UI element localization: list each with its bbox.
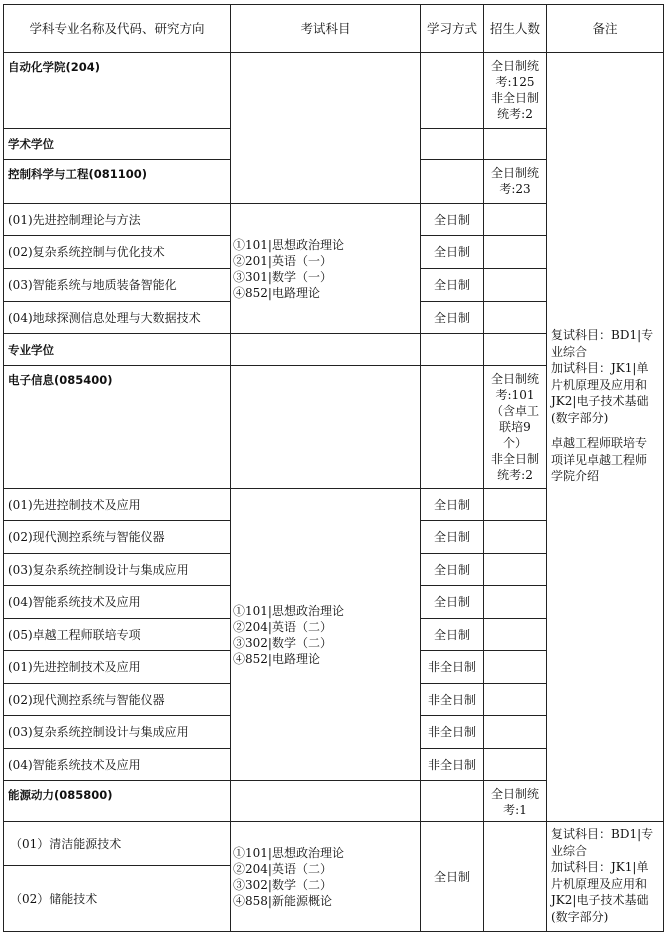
exam-line: ①101|思想政治理论 <box>233 603 344 618</box>
electronic-quota-line: 个） <box>502 436 527 450</box>
exam-line: ①101|思想政治理论 <box>233 237 344 252</box>
energy-quota-line: 考:1 <box>503 803 527 817</box>
control-name: 控制科学与工程(081100) <box>4 160 231 204</box>
empty-cell <box>231 781 421 822</box>
exam-line: ③302|数学（二） <box>233 877 332 892</box>
header-enrollment: 招生人数 <box>484 5 547 53</box>
empty-cell <box>421 160 484 204</box>
remarks-line: 复试科目：BD1|专 <box>551 827 654 841</box>
electronic-quota-line: 考:101 <box>495 388 535 402</box>
direction-label: （02）储能技术 <box>4 866 231 932</box>
direction-label: (04)智能系统技术及应用 <box>4 749 231 781</box>
electronic-quota <box>484 366 547 489</box>
school-quota <box>484 53 547 129</box>
energy-exam-cell <box>231 822 421 932</box>
school-mode-cell <box>421 53 484 129</box>
exam-line: ④852|电路理论 <box>233 651 320 666</box>
remarks-cell <box>547 53 664 822</box>
remarks-line: JK2|电子技术基础 <box>551 893 649 907</box>
control-quota <box>484 160 547 204</box>
empty-cell <box>484 334 547 366</box>
exam-line: ③301|数学（一） <box>233 269 332 284</box>
study-mode: 全日制 <box>421 822 484 932</box>
control-quota-line: 全日制统 <box>490 166 539 180</box>
school-exam-cell <box>231 53 421 204</box>
energy-quota <box>484 781 547 822</box>
header-discipline: 学科专业名称及代码、研究方向 <box>4 5 231 53</box>
empty-cell <box>421 366 484 489</box>
empty-cell <box>484 651 547 684</box>
empty-cell <box>484 269 547 302</box>
study-mode: 非全日制 <box>421 716 484 749</box>
school-quota-line: 全日制统 <box>490 59 539 73</box>
empty-cell <box>421 129 484 160</box>
header-remarks: 备注 <box>547 5 664 53</box>
direction-label: (01)先进控制技术及应用 <box>4 489 231 521</box>
remarks-line: (数字部分) <box>551 909 609 924</box>
study-mode: 全日制 <box>421 554 484 586</box>
exam-line: ④858|新能源概论 <box>233 893 332 908</box>
remarks-line: 片机原理及应用和 <box>551 876 648 891</box>
exam-line: ①101|思想政治理论 <box>233 845 344 860</box>
exam-line: ④852|电路理论 <box>233 285 320 300</box>
electronic-name: 电子信息(085400) <box>4 366 231 489</box>
empty-cell <box>421 334 484 366</box>
empty-cell <box>231 366 421 489</box>
school-name: 自动化学院(204) <box>4 53 231 129</box>
control-exam-cell <box>231 204 421 334</box>
remarks-line: (数字部分) <box>551 410 609 425</box>
direction-label: (02)现代测控系统与智能仪器 <box>4 684 231 716</box>
energy-name: 能源动力(085800) <box>4 781 231 822</box>
empty-cell <box>484 684 547 716</box>
electronic-quota-line: （含卓工 <box>490 404 539 418</box>
empty-cell <box>484 554 547 586</box>
remarks-line: 加试科目：JK1|单 <box>551 361 649 375</box>
electronic-quota-line: 联培9 <box>499 420 531 434</box>
empty-cell <box>484 521 547 554</box>
professional-label: 专业学位 <box>4 334 231 366</box>
empty-cell <box>484 204 547 236</box>
empty-cell <box>231 334 421 366</box>
study-mode: 非全日制 <box>421 749 484 781</box>
remarks-line: 业综合 <box>551 843 588 858</box>
direction-label: (02)复杂系统控制与优化技术 <box>4 236 231 269</box>
remarks-line: 项详见卓越工程师 <box>551 452 648 467</box>
study-mode: 非全日制 <box>421 684 484 716</box>
study-mode: 全日制 <box>421 236 484 269</box>
exam-line: ②204|英语（二） <box>233 619 332 634</box>
exam-line: ②201|英语（一） <box>233 253 332 268</box>
empty-cell <box>421 781 484 822</box>
remarks-line: 卓越工程师联培专 <box>551 436 648 450</box>
admissions-table <box>3 4 664 932</box>
empty-cell <box>484 619 547 651</box>
study-mode: 非全日制 <box>421 651 484 684</box>
study-mode: 全日制 <box>421 521 484 554</box>
empty-cell <box>484 822 547 932</box>
study-mode: 全日制 <box>421 619 484 651</box>
direction-label: (03)复杂系统控制设计与集成应用 <box>4 554 231 586</box>
school-quota-line: 考:125 <box>495 75 535 89</box>
school-quota-line: 统考:2 <box>497 107 533 121</box>
direction-label: (05)卓越工程师联培专项 <box>4 619 231 651</box>
study-mode: 全日制 <box>421 269 484 302</box>
study-mode: 全日制 <box>421 302 484 334</box>
study-mode: 全日制 <box>421 586 484 619</box>
school-quota-line: 非全日制 <box>490 91 539 105</box>
header-study-mode: 学习方式 <box>421 5 484 53</box>
empty-cell <box>484 489 547 521</box>
exam-line: ③302|数学（二） <box>233 635 332 650</box>
direction-label: (01)先进控制理论与方法 <box>4 204 231 236</box>
study-mode: 全日制 <box>421 204 484 236</box>
empty-cell <box>484 129 547 160</box>
empty-cell <box>484 586 547 619</box>
remarks-line: 学院介绍 <box>551 469 600 483</box>
empty-cell <box>484 716 547 749</box>
energy-remarks-cell <box>547 822 664 932</box>
empty-cell <box>484 302 547 334</box>
direction-label: (04)智能系统技术及应用 <box>4 586 231 619</box>
header-row <box>4 5 664 53</box>
academic-label: 学术学位 <box>4 129 231 160</box>
control-quota-line: 考:23 <box>499 182 531 196</box>
electronic-quota-line: 非全日制 <box>490 452 539 466</box>
school-row <box>4 53 664 129</box>
empty-cell <box>484 236 547 269</box>
electronic-quota-line: 统考:2 <box>497 468 533 482</box>
electronic-exam-cell <box>231 489 421 781</box>
electronic-quota-line: 全日制统 <box>490 372 539 386</box>
study-mode: 全日制 <box>421 489 484 521</box>
direction-label: (02)现代测控系统与智能仪器 <box>4 521 231 554</box>
header-exam: 考试科目 <box>231 5 421 53</box>
remarks-line: 片机原理及应用和 <box>551 377 648 392</box>
remarks-line: 加试科目：JK1|单 <box>551 860 649 874</box>
energy-quota-line: 全日制统 <box>490 787 539 801</box>
remarks-line: 业综合 <box>551 344 588 359</box>
direction-label: (04)地球探测信息处理与大数据技术 <box>4 302 231 334</box>
exam-line: ②204|英语（二） <box>233 861 332 876</box>
direction-label: (01)先进控制技术及应用 <box>4 651 231 684</box>
remarks-line: JK2|电子技术基础 <box>551 394 649 408</box>
empty-cell <box>484 749 547 781</box>
direction-label: （01）清洁能源技术 <box>4 822 231 866</box>
direction-row <box>4 822 664 866</box>
direction-label: (03)智能系统与地质装备智能化 <box>4 269 231 302</box>
remarks-line: 复试科目：BD1|专 <box>551 328 654 342</box>
direction-label: (03)复杂系统控制设计与集成应用 <box>4 716 231 749</box>
